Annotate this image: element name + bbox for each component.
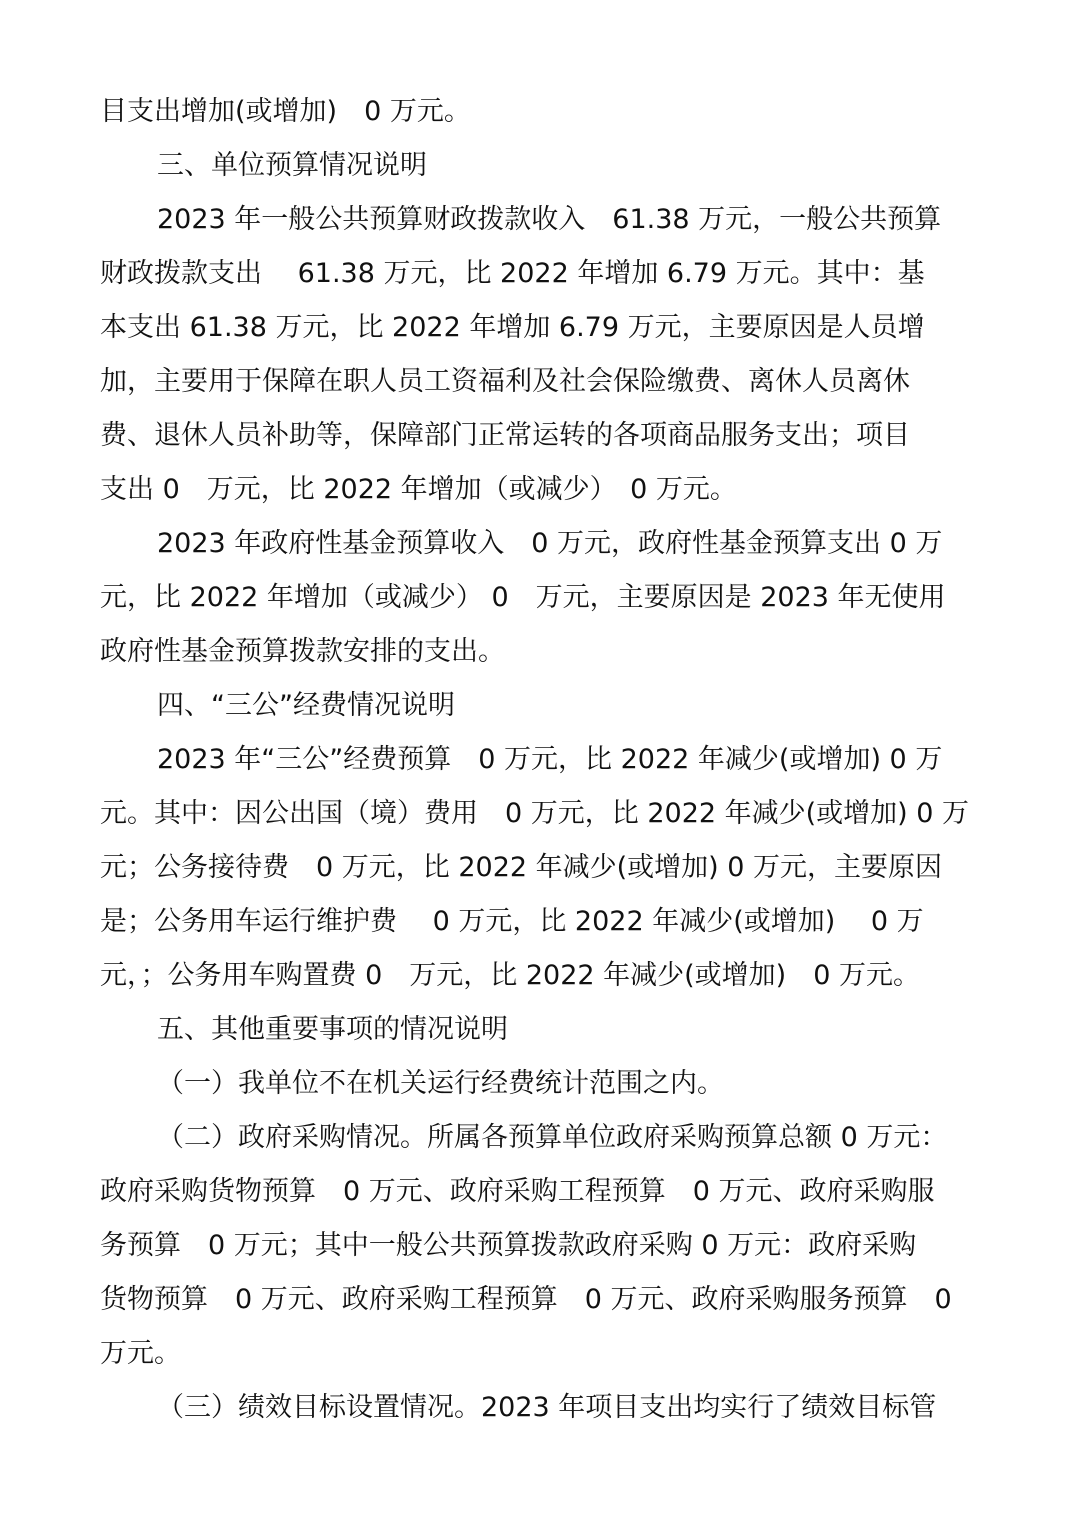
- text-line: （二）政府采购情况。所属各预算单位政府采购预算总额 0 万元：: [157, 1122, 948, 1153]
- text-line: 加，主要用于保障在职人员工资福利及社会保险缴费、离休人员离休: [100, 366, 910, 397]
- text-line: 货物预算 0 万元、政府采购工程预算 0 万元、政府采购服务预算 0: [100, 1284, 952, 1315]
- text-line: 支出 0 万元，比 2022 年增加（或减少） 0 万元。: [100, 474, 737, 505]
- text-line: 元。其中：因公出国（境）费用 0 万元，比 2022 年减少(或增加) 0 万: [100, 798, 970, 829]
- text-line: 2023 年一般公共预算财政拨款收入 61.38 万元，一般公共预算: [157, 204, 942, 235]
- text-line: 元，；公务用车购置费 0 万元，比 2022 年减少(或增加) 0 万元。: [100, 960, 920, 991]
- text-line: 2023 年“三公”经费预算 0 万元，比 2022 年减少(或增加) 0 万: [157, 744, 943, 775]
- text-line: 费、退休人员补助等，保障部门正常运转的各项商品服务支出；项目: [100, 420, 910, 451]
- text-line: 目支出增加(或增加) 0 万元。: [100, 96, 471, 127]
- text-line: 元，比 2022 年增加（或减少） 0 万元，主要原因是 2023 年无使用: [100, 582, 946, 613]
- text-line: （三）绩效目标设置情况。2023 年项目支出均实行了绩效目标管: [157, 1392, 937, 1423]
- section-heading: 五、其他重要事项的情况说明: [157, 1014, 508, 1045]
- text-line: 是；公务用车运行维护费 0 万元，比 2022 年减少(或增加) 0 万: [100, 906, 924, 937]
- text-line: 政府性基金预算拨款安排的支出。: [100, 636, 505, 667]
- text-line: 本支出 61.38 万元，比 2022 年增加 6.79 万元，主要原因是人员增: [100, 312, 925, 343]
- section-heading: 三、单位预算情况说明: [157, 150, 427, 181]
- text-line: 万元。: [100, 1338, 181, 1369]
- text-line: 务预算 0 万元；其中一般公共预算拨款政府采购 0 万元：政府采购: [100, 1230, 917, 1261]
- text-line: 元；公务接待费 0 万元，比 2022 年减少(或增加) 0 万元，主要原因: [100, 852, 943, 883]
- section-heading: 四、“三公”经费情况说明: [157, 690, 455, 721]
- text-line: （一）我单位不在机关运行经费统计范围之内。: [157, 1068, 724, 1099]
- text-line: 2023 年政府性基金预算收入 0 万元，政府性基金预算支出 0 万: [157, 528, 943, 559]
- text-line: 财政拨款支出 61.38 万元，比 2022 年增加 6.79 万元。其中：基: [100, 258, 925, 289]
- text-line: 政府采购货物预算 0 万元、政府采购工程预算 0 万元、政府采购服: [100, 1176, 935, 1207]
